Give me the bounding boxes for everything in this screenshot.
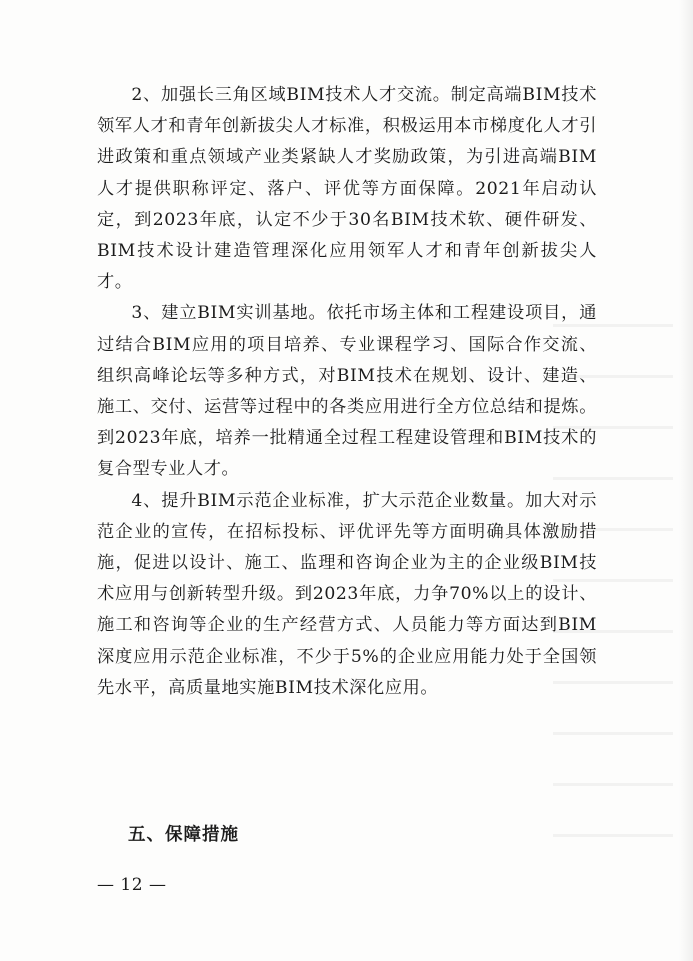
paragraph-item-2: 2、加强长三角区域BIM技术人才交流。制定高端BIM技术领军人才和青年创新拔尖人才标准，积极运用本市梯度化人才引进政策和重点领域产业类紧缺人才奖励政策，为引进高端BIM人才提供职称评定、落户、评优等方面保障。2021年启动认定，到2023年底，认定不少于30名BIM技术软、硬件研发、BIM技术设计建造管理深化应用领军人才和青年创新拔尖人才。 xyxy=(97,85,597,293)
paragraph-item-4: 4、提升BIM示范企业标准，扩大示范企业数量。加大对示范企业的宣传，在招标投标、评优评先等方面明确具体激励措施，促进以设计、施工、监理和咨询企业为主的企业级BIM技术应用与创新转型升级。到2023年底，力争70%以上的设计、施工和咨询等企业的生产经营方式、人员能力等方面达到BIM深度应用示范企业标准，不少于5%的企业应用能力处于全国领先水平，高质量地实施BIM技术深化应用。 xyxy=(97,490,597,698)
document-body xyxy=(97,80,597,704)
page-edge-shadow xyxy=(679,0,693,961)
section-heading: 五、保障措施 xyxy=(128,825,239,845)
page-number: — 12 — xyxy=(97,875,167,895)
paragraph-item-3: 3、建立BIM实训基地。依托市场主体和工程建设项目，通过结合BIM应用的项目培养、专业课程学习、国际合作交流、组织高峰论坛等多种方式，对BIM技术在规划、设计、建造、施工、交付、运营等过程中的各类应用进行全方位总结和提炼。到2023年底，培养一批精通全过程工程建设管理和BIM技术的复合型专业人才。 xyxy=(97,303,597,480)
